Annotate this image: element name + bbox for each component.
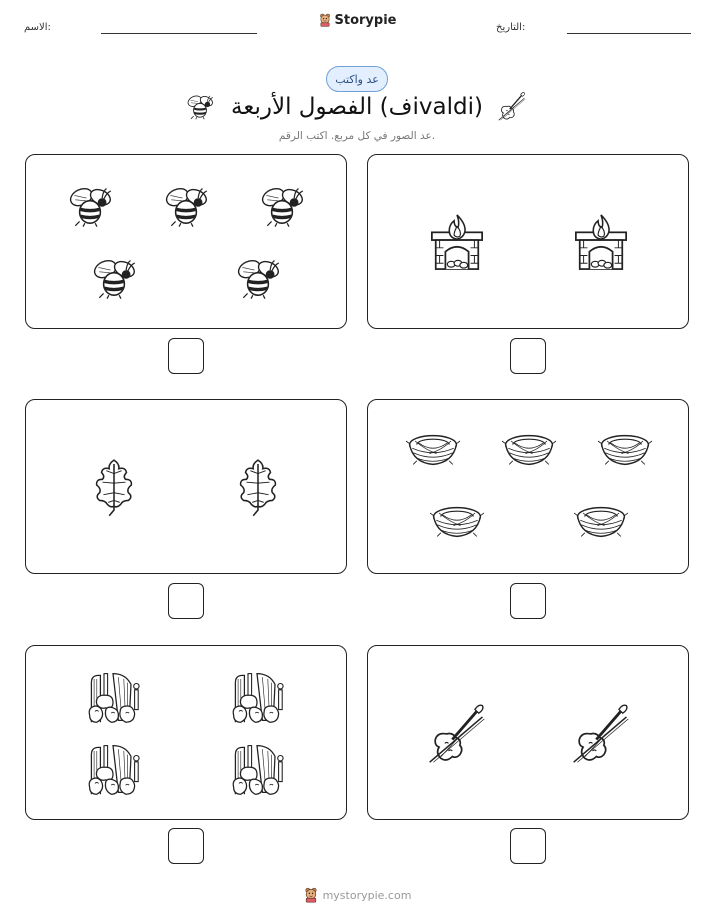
bee-icon: [88, 253, 140, 301]
page-title: الفصول الأربعة (فivaldi): [231, 94, 483, 120]
answer-box[interactable]: [168, 338, 204, 374]
violin-icon: [496, 90, 528, 122]
mascot-icon: [303, 886, 319, 904]
leaf-icon: [234, 454, 282, 520]
answer-box[interactable]: [168, 828, 204, 864]
fireplace-icon: [428, 211, 486, 273]
violin-icon: [424, 698, 490, 768]
answer-box[interactable]: [510, 338, 546, 374]
instructions: عد الصور في كل مربع. اكتب الرقم.: [278, 130, 436, 142]
bee-icon: [64, 181, 116, 229]
count-panel-fireplaces: [367, 154, 689, 329]
answer-box[interactable]: [510, 828, 546, 864]
name-label: الاسم:: [24, 22, 51, 33]
date-line[interactable]: [567, 33, 691, 34]
activity-badge: عد واكتب: [326, 66, 388, 92]
nest-icon: [502, 430, 556, 470]
brand-name: Storypie: [334, 12, 397, 28]
fireplace-icon: [572, 211, 630, 273]
bee-icon: [256, 181, 308, 229]
count-panel-leaves: [25, 399, 347, 574]
mascot-icon: [318, 12, 332, 28]
count-panel-instruments: [25, 645, 347, 820]
count-panel-nests: [367, 399, 689, 574]
nest-icon: [598, 430, 652, 470]
date-label: التاريخ:: [496, 22, 526, 33]
orchestra-instruments-icon: [86, 742, 140, 796]
footer-site[interactable]: mystorypie.com: [322, 888, 412, 902]
nest-icon: [406, 430, 460, 470]
answer-box[interactable]: [510, 583, 546, 619]
footer: [0, 886, 714, 904]
bee-icon: [232, 253, 284, 301]
bee-icon: [160, 181, 212, 229]
violin-icon: [568, 698, 634, 768]
brand-logo: [0, 12, 714, 28]
name-line[interactable]: [101, 33, 257, 34]
orchestra-instruments-icon: [230, 670, 284, 724]
count-panel-bees: [25, 154, 347, 329]
orchestra-instruments-icon: [230, 742, 284, 796]
count-panel-violins: [367, 645, 689, 820]
leaf-icon: [90, 454, 138, 520]
orchestra-instruments-icon: [86, 670, 140, 724]
answer-box[interactable]: [168, 583, 204, 619]
nest-icon: [574, 502, 628, 542]
nest-icon: [430, 502, 484, 542]
